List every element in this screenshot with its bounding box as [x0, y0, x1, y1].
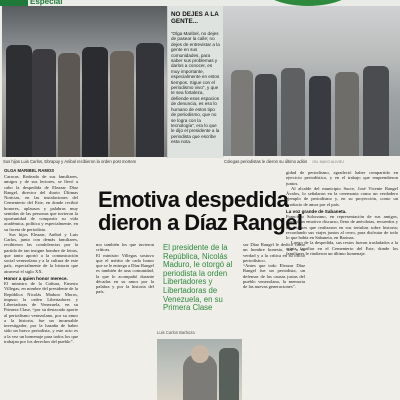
- paragraph-honor: El ministro de la Cultura, Ernesto Villegas, en nombre del presidente de la República Nicolás Maduro Moros, impuso la orden Libertadores y Libertadoras de Venezuela, en su Primera Clase, “por su destacado aporte al periodismo venezolano, por su amor a la historia, fue un incansable investigador, por la hazaña de haber sido un bravo periodista, y este acto es a la vez un homenaje para todos los que trabajan por los derechos del pueblo”.: [4, 281, 78, 344]
- section-name: Especial: [30, 0, 63, 6]
- paragraph-mayor: Al alcalde del municipio Sucre, José Vicente Rangel Ávalos, lo señalaron en la ceremonia como un verdadero ejemplo de periodismo y, en su proyección, como un producto de amor por el país.: [286, 185, 398, 207]
- subhead-honor: Honor a quien honor merece.: [4, 275, 68, 281]
- colleagues-photo-caption: [224, 159, 344, 165]
- article-column-5: [286, 170, 398, 398]
- paragraph-sabaneta: Francisco Solorzano, en representación de sus amigos, ofreció un emotivo discurso, lleno de anécdotas, recuerdos y discusiones que realizaron en sus tertulias sobre historia; recordando sus viajes juntos al cerro, para disfrutar de todo lo que había en Sabaneta, en Barinas.: [286, 214, 398, 240]
- subhead-sabaneta: La voz grande de Sabaneta.: [286, 208, 347, 214]
- subheadline: El presidente de la República, Nicolás Maduro, le otorgó al periodista la orden Libertadores y Libertadoras de Venezuela, en su Primera Clase: [163, 243, 233, 313]
- ceremony-photo: [2, 6, 167, 157]
- author-byline: OLGA MARIBEL RAMOS: [4, 168, 55, 173]
- paragraph-family: Sus hijos Eleazar, Aníbal y Luis Carlos, junto con demás familiares, recibieron las condolencias por la partida de tan insigne hombre de letras, que tanto aportó a la comunicación social venezolana y a la cultura de este país, especialmente de la historia que atravesó el siglo XX.: [4, 231, 78, 274]
- paragraph-closing: Luego de la despedida, sus restos fueron trasladados a la cripta familiar en el Cementerio del Este, donde los familiares le rindieron un último homenaje.: [286, 240, 398, 256]
- paragraph-colleague: gidad de periodismo, agradeció haber compartido en ejercicio periodístico, y en el trabajo que emprendieron juntos.: [286, 170, 398, 186]
- photo-credit: ON. MAYO ALIVIEJ: [312, 160, 344, 164]
- lead-paragraph: Caracas. Rodeado de sus familiares, amigos y de sus lectores, se llevó a cabo la despedida de Eleazar Díaz Rangel, director del diario Últimas Noticias, en las instalaciones del Cementerio del Este, en donde recibió honores, aplausos y palabras muy sentidas de las personas que tuvieron la oportunidad de compartir su vida académica, política y especialmente, en su faceta de periodista.: [4, 174, 78, 232]
- bottom-photo-caption: Luis Carlos Barboza: [157, 330, 195, 335]
- article-column-1: [4, 174, 78, 398]
- headline-line-2: dieron a Díaz Rangel: [98, 210, 303, 235]
- speaker-photo: [157, 339, 242, 400]
- sidebar-quote: “Olga Maribel, no dejes de pasear la calle; no dejes de entrevistar a la gente en sus comunidades, para saber sus problemas y darlos a conocer, es muy importante, especialmente en estos tiempos. Sigue con el periodismo vivo”, y que te sea fortaleza, defiende esos espacios de denuncia, es eso lo humano de estos tipo de periodismo, que no se logra con la tecnología”, era lo que le dijo el presidente a la periodista que escribe esta nota.: [171, 31, 220, 145]
- colleagues-photo: [223, 6, 400, 156]
- sidebar-title: NO DEJES A LA GENTE...: [171, 11, 219, 25]
- headline: [98, 187, 303, 235]
- ceremony-photo-caption: Sus hijos Luis Carlos, Ebrapuy y Anibal recibieron la orden post mortem: [3, 159, 137, 164]
- colleagues-caption-text: Colegas periodistas le dieron su último adiós: [224, 159, 308, 164]
- headline-line-1: Emotiva despedida: [98, 187, 289, 212]
- article-column-4: sor Díaz Rangel le dedicó como un hombre honesto, fiel a su verdad y a la crítica en su oficio periodístico. “Antes que todo Eleazar Díaz Rangel fue un periodista, un defensor de las causas justas del pueblo venezolano, la memoria de las nuevas generaciones”.: [243, 242, 305, 289]
- article-column-2: mo también los que tuvieron críticas. El ministro Villegas sostuvo que el mérito de cada honor que se le entrega a Díaz Rangel es también de una comunidad, la que lo acompañó durante décadas en su amor por la palabra y por la historia del país.: [96, 242, 154, 295]
